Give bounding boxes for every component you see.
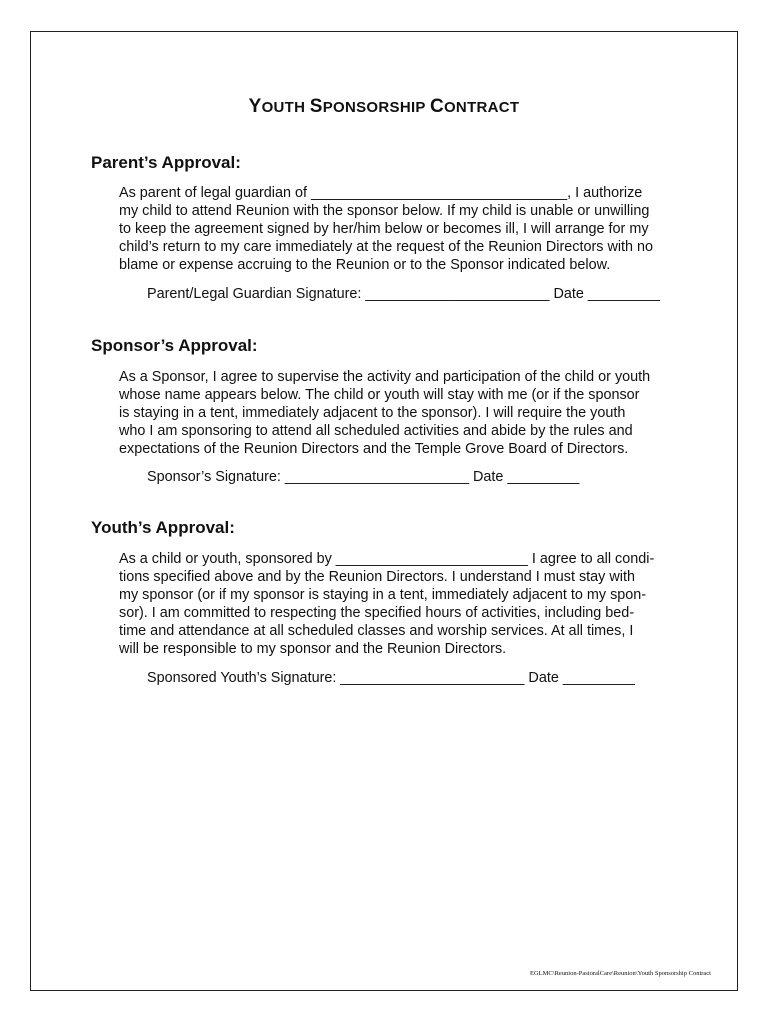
sponsor-signature-line: Sponsor’s Signature: _______________________ Date _________ xyxy=(147,469,580,485)
parent-approval-text xyxy=(119,184,689,274)
text-line: As parent of legal guardian of ________________________________, I authorize xyxy=(119,185,643,201)
text-line: time and attendance at all scheduled classes and worship services. At all times, I xyxy=(119,623,634,639)
text-line: child’s return to my care immediately at the request of the Reunion Directors with no xyxy=(119,239,654,255)
youth-approval-heading: Youth’s Approval: xyxy=(91,518,235,537)
footer-file-path: EGLMC\Reunion-PastoralCare\Reunion\Youth Sponsorship Contract xyxy=(530,970,711,977)
title-part: S xyxy=(309,96,323,117)
text-line: to keep the agreement signed by her/him below or becomes ill, I will arrange for my xyxy=(119,221,649,237)
text-line: tions specified above and by the Reunion Directors. I understand I must stay with xyxy=(119,569,635,585)
text-line: is staying in a tent, immediately adjacent to the sponsor). I will require the youth xyxy=(119,405,626,421)
text-line: will be responsible to my sponsor and the Reunion Directors. xyxy=(119,641,507,657)
text-line: sor). I am committed to respecting the specified hours of activities, including bed- xyxy=(119,605,635,621)
text-line: my sponsor (or if my sponsor is staying in a tent, immediately adjacent to my spon- xyxy=(119,587,647,603)
text-line: who I am sponsoring to attend all scheduled activities and abide by the rules and xyxy=(119,423,633,439)
parent-approval-heading: Parent’s Approval: xyxy=(91,153,241,172)
title-part: OUTH xyxy=(261,99,310,116)
text-line: blame or expense accruing to the Reunion or to the Sponsor indicated below. xyxy=(119,257,611,273)
text-line: whose name appears below. The child or youth will stay with me (or if the sponsor xyxy=(119,387,640,403)
youth-signature-line: Sponsored Youth’s Signature: _______________________ Date _________ xyxy=(147,670,635,686)
youth-approval-text xyxy=(119,550,689,658)
text-line: my child to attend Reunion with the sponsor below. If my child is unable or unwilling xyxy=(119,203,650,219)
title-part: Y xyxy=(248,96,262,117)
text-line: As a child or youth, sponsored by ________________________ I agree to all condi- xyxy=(119,551,655,567)
parent-signature-line: Parent/Legal Guardian Signature: _______________________ Date _________ xyxy=(147,286,660,302)
text-line: As a Sponsor, I agree to supervise the activity and participation of the child or youth xyxy=(119,369,651,385)
document-title xyxy=(31,96,737,118)
document-page xyxy=(30,31,738,991)
title-part: ONTRACT xyxy=(443,99,520,116)
title-part: C xyxy=(429,96,444,117)
sponsor-approval-text xyxy=(119,368,689,458)
sponsor-approval-heading: Sponsor’s Approval: xyxy=(91,336,258,355)
text-line: expectations of the Reunion Directors and the Temple Grove Board of Directors. xyxy=(119,441,629,457)
title-part: PONSORSHIP xyxy=(322,99,430,116)
